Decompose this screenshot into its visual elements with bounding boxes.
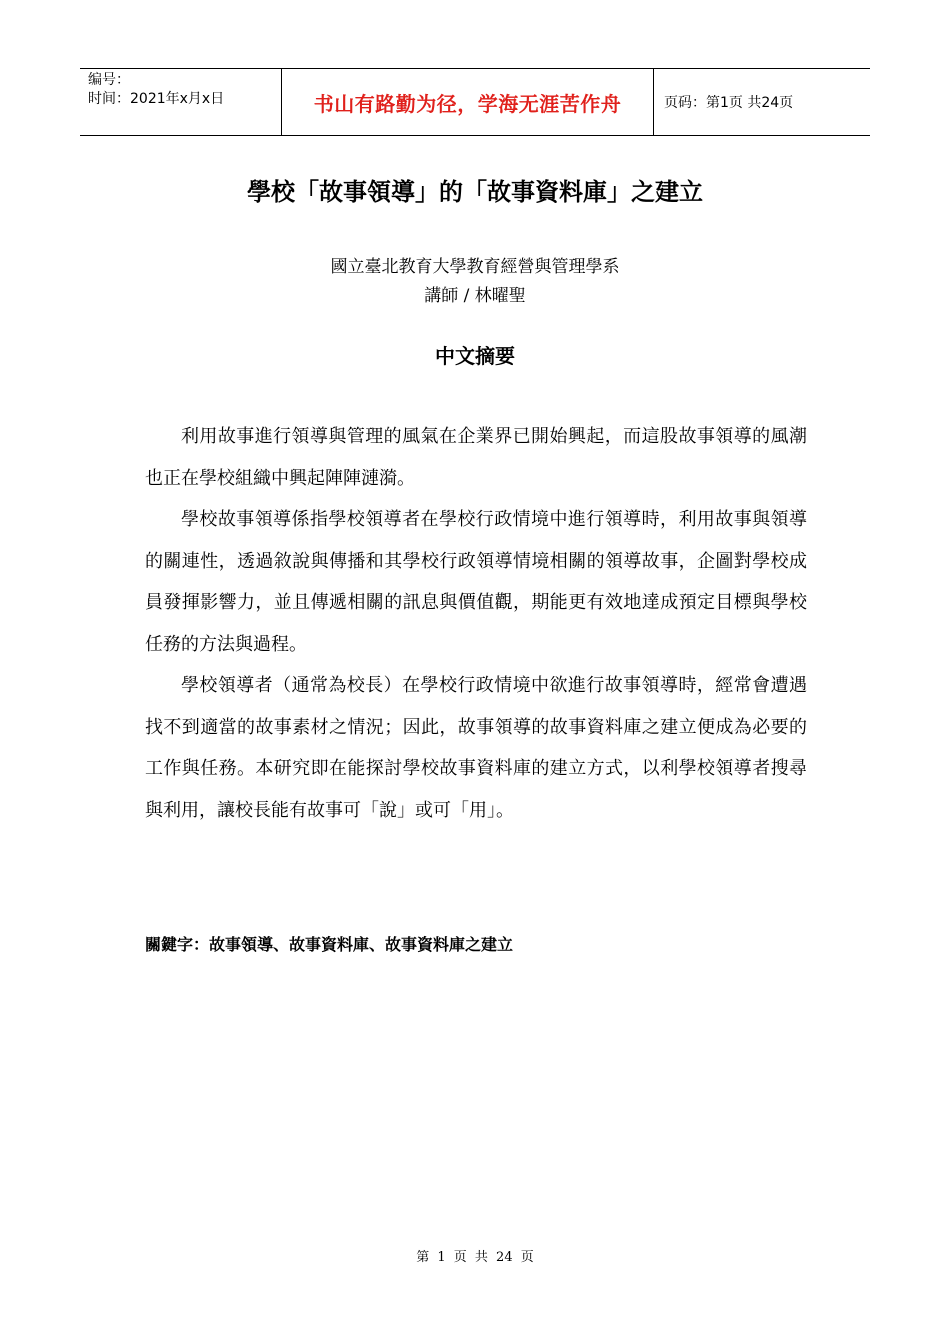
motto-text: 书山有路勤为径，学海无涯苦作舟 (313, 91, 622, 116)
date-label: 时间：2021年x月x日 (88, 91, 225, 107)
abstract-paragraph: 學校領導者（通常為校長）在學校行政情境中欲進行故事領導時，經常會遭遇找不到適當的故事素材之情況；因此，故事領導的故事資料庫之建立便成為必要的工作與任務。本研究即在能探討學校故事資料庫的建立方式，以利學校領導者搜尋與利用，讓校長能有故事可「說」或可「用」。 (145, 675, 807, 821)
page-footer: 第 1 页 共 24 页 (416, 1250, 534, 1265)
header-motto-cell (282, 69, 654, 135)
number-label: 编号： (88, 72, 130, 88)
abstract-body (145, 416, 807, 831)
keywords: 關鍵字：故事領導、故事資料庫、故事資料庫之建立 (145, 935, 514, 954)
abstract-paragraph: 學校故事領導係指學校領導者在學校行政情境中進行領導時，利用故事與領導的關連性，透過敘說與傳播和其學校行政領導情境相關的領導故事，企圖對學校成員發揮影響力，並且傳遞相關的訊息與價值觀，期能更有效地達成預定目標與學校任務的方法與過程。 (145, 509, 807, 655)
abstract-paragraph: 利用故事進行領導與管理的風氣在企業界已開始興起，而這股故事領導的風潮也正在學校組織中興起陣陣漣漪。 (145, 426, 807, 489)
author: 講師 / 林曜聖 (424, 286, 526, 306)
page-label: 页码：第1页 共24页 (664, 95, 794, 111)
header-table (80, 68, 870, 136)
document-title: 學校「故事領導」的「故事資料庫」之建立 (247, 177, 703, 206)
affiliation: 國立臺北教育大學教育經營與管理學系 (330, 257, 620, 277)
abstract-heading: 中文摘要 (435, 344, 515, 368)
header-page-cell (654, 69, 870, 135)
header-info-cell (80, 69, 282, 135)
